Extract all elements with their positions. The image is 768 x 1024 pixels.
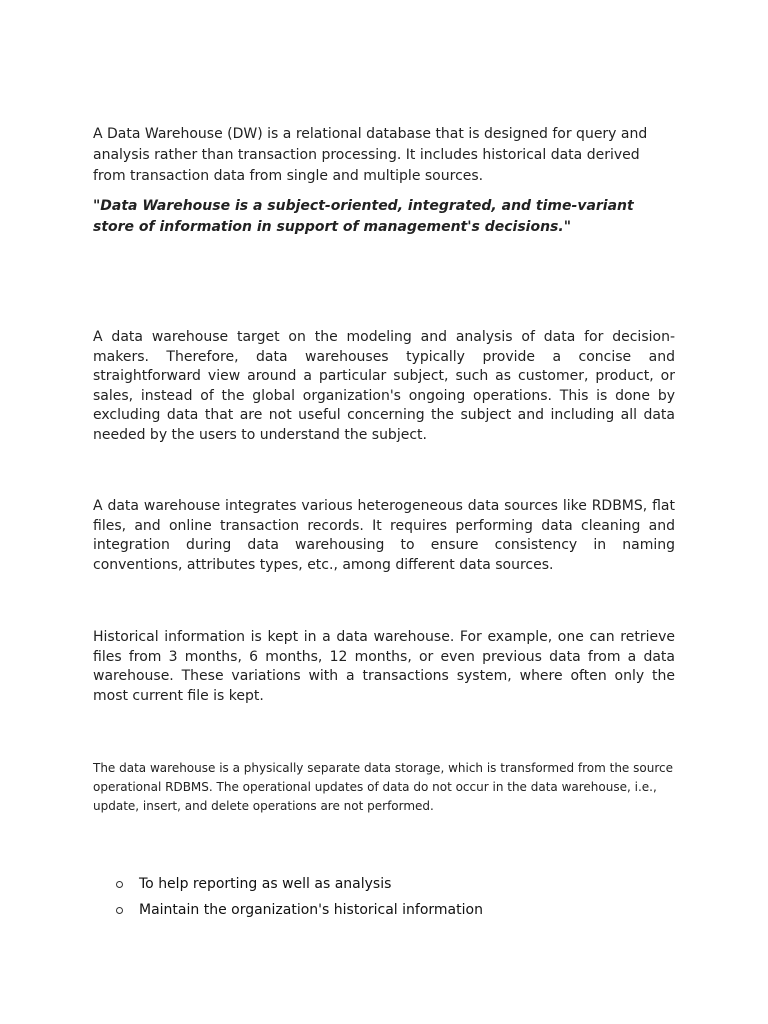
time-variant-paragraph: Historical information is kept in a data warehouse. For example, one can retrieve files from 3 months, 6 months, 12 months, or even previous data from a data warehouse. These variations with a transactions system, where often only the most current file is kept. (93, 629, 675, 704)
circle-bullet-icon (116, 907, 123, 914)
non-volatile-paragraph: The data warehouse is a physically separate data storage, which is transformed from the source operational RDBMS. The operational updates of data do not occur in the data warehouse, i.e., update, insert, and delete operations are not performed. (93, 761, 673, 813)
goals-list (116, 871, 676, 923)
subject-oriented-paragraph: A data warehouse target on the modeling and analysis of data for decision-makers. Therefore, data warehouses typically provide a concise and straightforward view around a particular subject, such as customer, product, or sales, instead of the global organization's ongoing operations. This is done by excluding data that are not useful concerning the subject and including all data needed by the users to understand the subject. (93, 329, 675, 443)
list-item-text: Maintain the organization's historical information (139, 902, 483, 918)
list-item-text: To help reporting as well as analysis (139, 876, 392, 892)
list-item (116, 871, 676, 897)
integrated-paragraph: A data warehouse integrates various heterogeneous data sources like RDBMS, flat files, and online transaction records. It requires performing data cleaning and integration during data warehousing to ensure consistency in naming conventions, attributes types, etc., among different data sources. (93, 498, 675, 573)
circle-bullet-icon (116, 881, 123, 888)
intro-paragraph: A Data Warehouse (DW) is a relational database that is designed for query and analysis rather than transaction processing. It includes historical data derived from transaction data from single and multiple sources. (93, 126, 648, 184)
list-item (116, 897, 676, 923)
definition-quote: "Data Warehouse is a subject-oriented, integrated, and time-variant store of information in support of management's decisions." (93, 198, 634, 235)
